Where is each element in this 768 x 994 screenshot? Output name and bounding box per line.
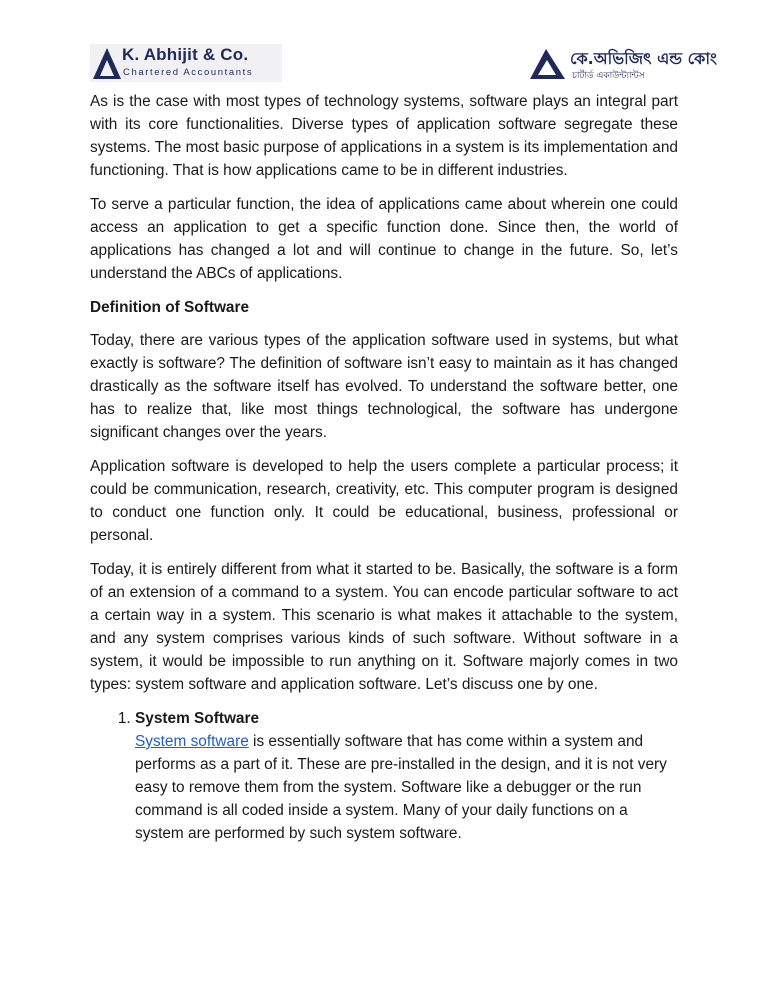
section-heading: Definition of Software [90,299,250,316]
paragraph-applications: To serve a particular function, the idea of applications came about wherein one could access an application to get a specific function done. Since then, the world of applications has changed a lot and will continue to change in the future. So, let’s understand the ABCs of applications. [90,196,678,282]
paragraph-software-types: Today, it is entirely different from what it started to be. Basically, the software is a form of an extension of a command to a system. You can encode particular software to act a certain way in a system. This scenario is what makes it attachable to the system, and any system comprises various kinds of such software. Without software in a system, it would be impossible to run anything on it. Software majorly comes in two types: system software and application software. Let’s discuss one by one. [90,561,678,693]
page-header [0,0,768,92]
company-logo-bengali [530,44,740,82]
triangle-logo-icon [530,48,566,80]
paragraph-definition: Today, there are various types of the application software used in systems, but what exactly is software? The definition of software isn’t easy to maintain as it has changed drastically as the software itself has evolved. To understand the software better, one has to realize that, like most things technological, the software has undergone significant changes over the years. [90,332,678,441]
triangle-logo-icon [92,46,122,80]
logo-name-bengali: কে.অভিজিৎ এন্ড কোং [570,49,717,68]
logo-name: K. Abhijit & Co. [122,45,249,64]
list-item-title: 1. System Software [135,710,260,727]
logo-subtitle-bengali: চার্টার্ড একাউন্ট্যান্টস [572,71,645,81]
list-item [135,707,678,845]
company-logo-english [90,44,282,82]
logo-subtitle: Chartered Accountants [123,67,254,78]
list-item-text: is essentially software that has come within a system and performs as a part of it. These are pre-installed in the design, and it is not very easy to remove them from the system. Software like a debugger or the run command is all coded inside a system. Many of your daily functions on a system are performed by such system software. [135,733,667,842]
system-software-link[interactable]: System software [135,733,249,750]
software-types-list [90,707,678,845]
document-body [90,90,678,845]
list-item-body [135,730,678,845]
paragraph-application-software: Application software is developed to help the users complete a particular process; it could be communication, research, creativity, etc. This computer program is designed to conduct one function only. It could be educational, business, professional or personal. [90,458,678,544]
paragraph-intro: As is the case with most types of technology systems, software plays an integral part with its core functionalities. Diverse types of application software segregate these systems. The most basic purpose of applications in a system is its implementation and functioning. That is how applications came to be in different industries. [90,93,678,179]
